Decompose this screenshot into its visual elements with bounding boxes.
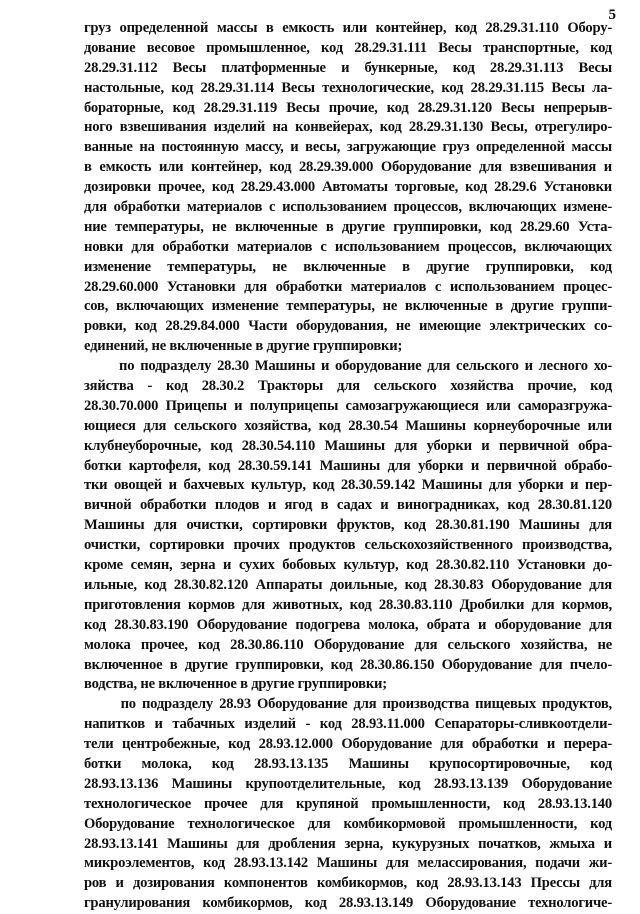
text-line: ботки картофеля, код 28.30.59.141 Машины для уборки и первичной обрабо- xyxy=(84,457,612,474)
text-line: Оборудование технологическое для комбикормовой промышленности, код xyxy=(84,815,612,832)
text-line: 28.29.60.000 Установки для обработки материалов с использованием процес- xyxy=(84,278,612,295)
text-line: ильные, код 28.30.82.120 Аппараты доильные, код 28.30.83 Оборудование для xyxy=(84,576,612,593)
text-line: напитков и табачных изделий - код 28.93.11.000 Сепараторы-сливкоотдели- xyxy=(84,716,612,733)
text-line: гранулирования комбикормов, код 28.93.13.149 Оборудование технологиче- xyxy=(84,895,612,912)
text-line: вичной обработки плодов и ягод в садах и виноградниках, код 28.30.81.120 xyxy=(84,497,612,514)
text-line: единений, не включенные в другие группировки; xyxy=(84,338,403,355)
text-line: технологическое прочее для крупяной промышленности, код 28.93.13.140 xyxy=(84,795,612,812)
text-line: тели центробежные, код 28.93.12.000 Оборудование для обработки и перера- xyxy=(84,736,612,753)
text-line: изменение температуры, не включенные в другие группировки, код xyxy=(84,258,612,275)
text-line: молока прочее, код 28.30.86.110 Оборудование для сельского хозяйства, не xyxy=(84,636,612,653)
text-line: 28.93.13.136 Машины крупоотделительные, код 28.93.13.139 Оборудование xyxy=(84,775,612,792)
text-line: клубнеуборочные, код 28.30.54.110 Машины для уборки и первичной обра- xyxy=(84,437,612,454)
text-line: 28.29.31.112 Весы платформенные и бункерные, код 28.29.31.113 Весы xyxy=(84,59,612,76)
text-line: кроме семян, зерна и сухих бобовых культур, код 28.30.82.110 Установки до- xyxy=(84,557,612,574)
text-line: приготовления кормов для животных, код 28.30.83.110 Дробилки для кормов, xyxy=(84,596,612,613)
page-number: 5 xyxy=(608,7,616,23)
text-line: груз определенной массы в емкость или контейнер, код 28.29.31.110 Обору- xyxy=(84,20,612,36)
text-line: зяйства - код 28.30.2 Тракторы для сельского хозяйства прочие, код xyxy=(84,378,612,395)
text-line: очистки, сортировки прочих продуктов сельскохозяйственного производства, xyxy=(84,537,612,554)
text-line: новки для обработки материалов с использованием процессов, включающих xyxy=(84,238,612,255)
text-line: по подразделу 28.93 Оборудование для производства пищевых продуктов, xyxy=(84,696,612,713)
text-line: тки овощей и бахчевых культур, код 28.30.59.142 Машины для уборки и пер- xyxy=(84,477,612,494)
text-line: код 28.30.83.190 Оборудование подогрева молока, обрата и оборудование для xyxy=(84,616,612,633)
text-line: в емкость или контейнер, код 28.29.39.000 Оборудование для взвешивания и xyxy=(84,159,612,176)
text-line: Машины для очистки, сортировки фруктов, код 28.30.81.190 Машины для xyxy=(84,517,612,534)
text-line: ботки молока, код 28.93.13.135 Машины крупосортировочные, код xyxy=(84,755,612,772)
text-line: ного взвешивания изделий на конвейерах, код 28.29.31.130 Весы, отрегулиро- xyxy=(84,119,612,136)
text-line: ванные на постоянную массу, и весы, загружающие груз определенной массы xyxy=(84,139,612,156)
text-line: дозировки прочее, код 28.29.43.000 Автоматы торговые, код 28.29.6 Установки xyxy=(84,179,612,196)
text-line: водства, не включенное в другие группировки; xyxy=(84,676,387,693)
text-line: по подразделу 28.30 Машины и оборудование для сельского и лесного хо- xyxy=(84,358,612,375)
text-line: включенное в другие группировки, код 28.30.86.150 Оборудование для пчело- xyxy=(84,656,612,673)
text-line: сов, включающих изменение температуры, не включенные в другие группи- xyxy=(84,298,612,315)
text-line: для обработки материалов с использованием процессов, включающих измене- xyxy=(84,199,612,216)
body-text xyxy=(84,19,612,914)
text-line: ровки, код 28.29.84.000 Части оборудования, не имеющие электрических со- xyxy=(84,318,612,335)
text-line: ющиеся для сельского хозяйства, код 28.30.54 Машины корнеуборочные или xyxy=(84,417,612,434)
text-line: 28.30.70.000 Прицепы и полуприцепы самозагружающиеся или саморазгружа- xyxy=(84,397,612,414)
text-line: бораторные, код 28.29.31.119 Весы прочие, код 28.29.31.120 Весы непрерыв- xyxy=(84,99,612,116)
text-line: микроэлементов, код 28.93.13.142 Машины для мелассирования, подачи жи- xyxy=(84,855,612,872)
text-line: ние температуры, не включенные в другие группировки, код 28.29.60 Уста- xyxy=(84,218,612,235)
text-line: 28.93.13.141 Машины для дробления зерна, кукурузных початков, жмыха и xyxy=(84,835,612,852)
text-line: ров и дозирования компонентов комбикормов, код 28.93.13.143 Прессы для xyxy=(84,875,612,892)
text-line: настольные, код 28.29.31.114 Весы технологические, код 28.29.31.115 Весы ла- xyxy=(84,79,612,96)
text-line: дование весовое промышленное, код 28.29.31.111 Весы транспортные, код xyxy=(84,39,612,56)
